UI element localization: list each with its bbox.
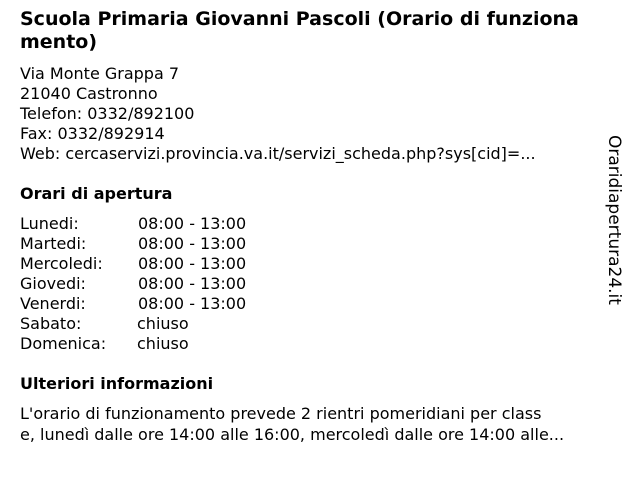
time-value: chiuso bbox=[137, 334, 189, 353]
page-title bbox=[20, 8, 620, 54]
day-label: Venerdi: bbox=[20, 294, 86, 313]
day-label: Lunedi: bbox=[20, 214, 79, 233]
further-info-text bbox=[20, 403, 620, 445]
contact-block bbox=[20, 64, 536, 164]
time-value: 08:00 - 13:00 bbox=[138, 234, 247, 253]
info-line-1: L'orario di funzionamento prevede 2 rientri pomeridiani per class bbox=[20, 404, 542, 423]
phone-number: Telefon: 0332/892100 bbox=[20, 104, 195, 123]
time-value: 08:00 - 13:00 bbox=[138, 254, 247, 273]
city-address: 21040 Castronno bbox=[20, 84, 158, 103]
fax-number: Fax: 0332/892914 bbox=[20, 124, 165, 143]
opening-hours-heading: Orari di apertura bbox=[20, 184, 173, 203]
day-label: Martedi: bbox=[20, 234, 87, 253]
day-label: Mercoledi: bbox=[20, 254, 103, 273]
info-line-2: e, lunedì dalle ore 14:00 alle 16:00, mercoledì dalle ore 14:00 alle... bbox=[20, 425, 565, 444]
day-label: Sabato: bbox=[20, 314, 82, 333]
time-value: chiuso bbox=[137, 314, 189, 333]
time-value: 08:00 - 13:00 bbox=[138, 294, 247, 313]
title-line-2: mento) bbox=[20, 31, 98, 53]
title-line-1: Scuola Primaria Giovanni Pascoli (Orario di funziona bbox=[20, 8, 579, 30]
further-info-heading: Ulteriori informazioni bbox=[20, 374, 214, 393]
day-label: Domenica: bbox=[20, 334, 107, 353]
day-label: Giovedi: bbox=[20, 274, 86, 293]
time-value: 08:00 - 13:00 bbox=[138, 214, 247, 233]
website-link[interactable]: Web: cercaservizi.provincia.va.it/servizi_scheda.php?sys[cid]=... bbox=[20, 144, 536, 163]
time-value: 08:00 - 13:00 bbox=[138, 274, 247, 293]
site-watermark: Oraridiapertura24.it bbox=[604, 135, 624, 305]
street-address: Via Monte Grappa 7 bbox=[20, 64, 180, 83]
